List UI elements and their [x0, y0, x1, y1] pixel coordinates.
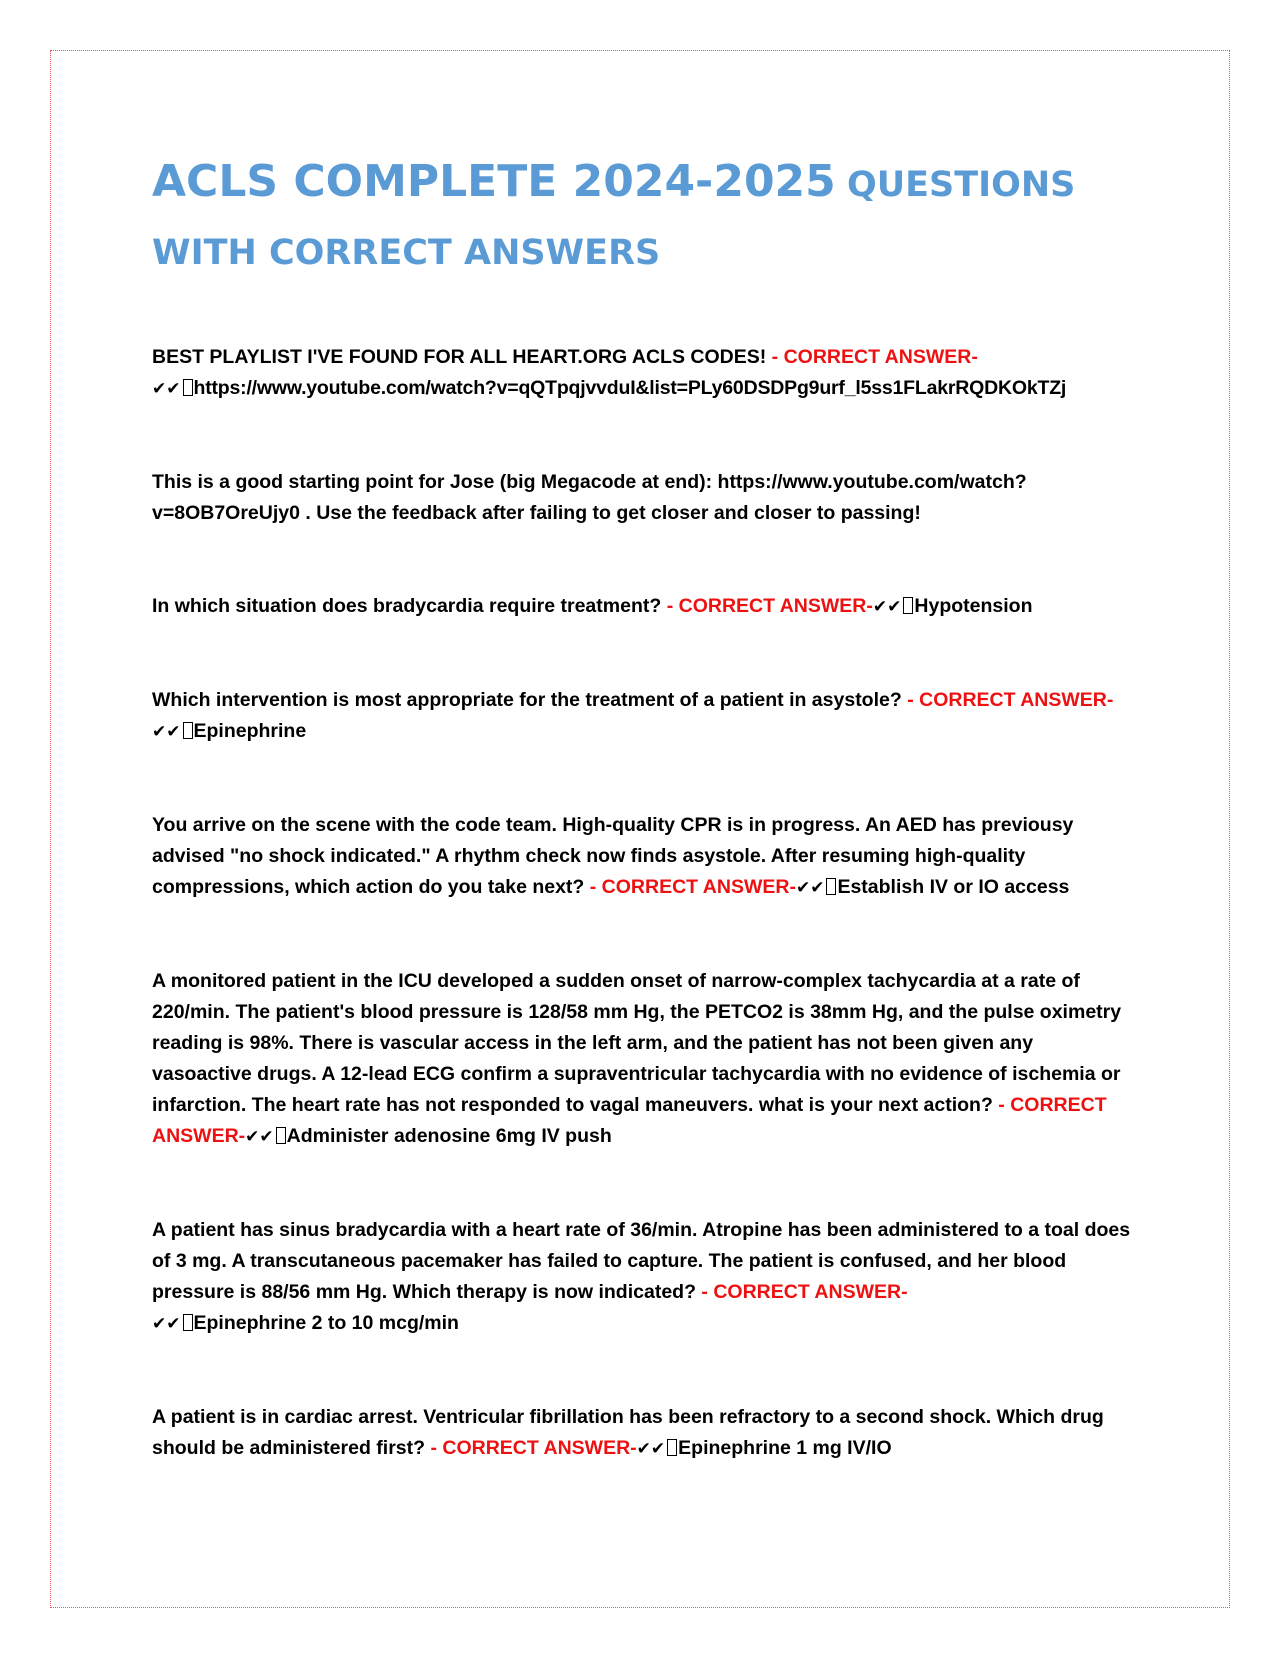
answer-text: Administer adenosine 6mg IV push — [286, 1125, 612, 1147]
missing-glyph-icon — [276, 1127, 286, 1144]
missing-glyph-icon — [903, 597, 913, 614]
missing-glyph-icon — [667, 1439, 677, 1456]
check-icon: ✔✔ — [152, 379, 181, 399]
answer-text: Epinephrine — [193, 720, 307, 742]
check-icon: ✔✔ — [795, 878, 825, 898]
qa-item — [152, 1402, 1137, 1465]
title-sub: QUESTIONS WITH CORRECT ANSWERS — [152, 165, 1076, 273]
qa-item — [152, 1215, 1137, 1340]
qa-item — [152, 966, 1137, 1153]
correct-answer-marker: - CORRECT ANSWER- — [907, 689, 1114, 711]
correct-answer-marker: - CORRECT ANSWER- — [701, 1281, 908, 1303]
question-text: You arrive on the scene with the code team. High-quality CPR is in progress. An AED has previousy advised "no shock indicated." A rhythm check now finds asystole. After resuming high-quality compressions, which action do you take next? — [152, 814, 1074, 898]
answer-text: Epinephrine 2 to 10 mcg/min — [193, 1312, 459, 1334]
qa-item — [152, 685, 1137, 748]
check-icon: ✔✔ — [152, 722, 181, 742]
check-icon: ✔✔ — [152, 1314, 181, 1334]
document-title — [152, 148, 1137, 287]
correct-answer-marker: - CORRECT ANSWER- — [152, 1094, 1107, 1147]
qa-item — [152, 591, 1137, 623]
question-text: Which intervention is most appropriate for the treatment of a patient in asystole? — [152, 689, 902, 711]
playlist-link[interactable]: https://www.youtube.com/watch?v=qQTpqjvvduI&list=PLy60DSDPg9urf_l5ss1FLakrRQDKOkTZj — [193, 377, 1067, 399]
question-text: A monitored patient in the ICU developed a sudden onset of narrow-complex tachycardia at a rate of 220/min. The patient's blood pressure is 128/58 mm Hg, the PETCO2 is 38mm Hg, and the pulse oximetry reading is 98%. There is vascular access in the left arm, and the patient has not been given any vasoactive drugs. A 12-lead ECG confirm a supraventricular tachycardia with no evidence of ischemia or infarction. The heart rate has not responded to vagal maneuvers. what is your next action? — [152, 970, 1122, 1116]
missing-glyph-icon — [183, 1314, 193, 1331]
correct-answer-marker: - CORRECT ANSWER- — [666, 595, 873, 617]
missing-glyph-icon — [183, 722, 193, 739]
question-text: BEST PLAYLIST I'VE FOUND FOR ALL HEART.ORG ACLS CODES! — [152, 346, 767, 368]
question-text: A patient has sinus bradycardia with a heart rate of 36/min. Atropine has been administered to a toal does of 3 mg. A transcutaneous pacemaker has failed to capture. The patient is confused, and her blood pressure is 88/56 mm Hg. Which therapy is now indicated? — [152, 1219, 1131, 1303]
check-icon: ✔✔ — [872, 597, 902, 617]
qa-item — [152, 810, 1137, 904]
question-text: A patient is in cardiac arrest. Ventricular fibrillation has been refractory to a second shock. Which drug should be administered first? — [152, 1406, 1104, 1459]
missing-glyph-icon — [826, 878, 836, 895]
check-icon: ✔✔ — [636, 1439, 666, 1459]
correct-answer-marker: - CORRECT ANSWER- — [589, 876, 796, 898]
check-icon: ✔✔ — [245, 1127, 274, 1147]
correct-answer-marker: - CORRECT ANSWER- — [430, 1437, 637, 1459]
answer-text: Epinephrine 1 mg IV/IO — [678, 1437, 892, 1459]
note-text: This is a good starting point for Jose (big Megacode at end): https://www.youtube.com/watch?v=8OB7OreUjy0 . Use the feedback after failing to get closer and closer to passing! — [152, 471, 1027, 524]
answer-text: Establish IV or IO access — [837, 876, 1070, 898]
document-body — [152, 148, 1137, 1527]
qa-item — [152, 342, 1137, 405]
question-text: In which situation does bradycardia require treatment? — [152, 595, 662, 617]
missing-glyph-icon — [183, 379, 193, 396]
title-main: ACLS COMPLETE 2024-2025 — [152, 156, 836, 207]
answer-text: Hypotension — [914, 595, 1033, 617]
correct-answer-marker: - CORRECT ANSWER- — [771, 346, 978, 368]
qa-note — [152, 467, 1137, 529]
